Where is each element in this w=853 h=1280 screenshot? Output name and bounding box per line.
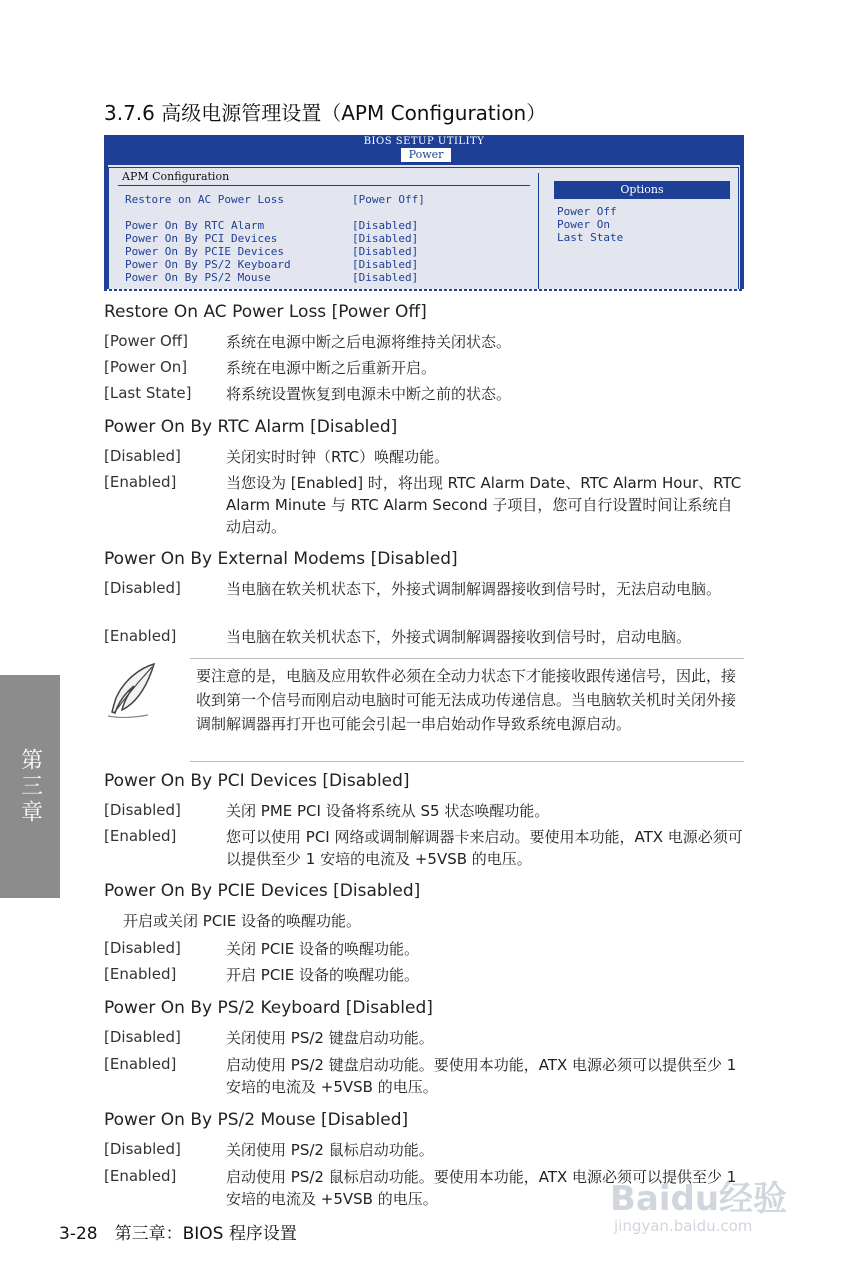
bios-section-rule xyxy=(118,185,530,186)
bios-row-value[interactable]: [Disabled] xyxy=(352,258,419,271)
bios-tab-power[interactable]: Power xyxy=(401,148,451,162)
option-label: [Disabled] xyxy=(104,939,181,957)
section-intro: 开启或关闭 PCIE 设备的唤醒功能。 xyxy=(123,912,361,930)
option-label: [Last State] xyxy=(104,384,192,402)
option-desc: 系统在电源中断之后重新开启。 xyxy=(226,359,437,377)
option-desc: 将系统设置恢复到电源未中断之前的状态。 xyxy=(226,385,512,403)
option-desc: 您可以使用 PCI 网络或调制解调器卡来启动。要使用本功能，ATX 电源必须可以提供至少 1 安培的电流及 +5VSB 的电压。 xyxy=(226,828,743,868)
option-label: [Enabled] xyxy=(104,473,177,491)
section-heading: Power On By PCIE Devices [Disabled] xyxy=(104,881,421,901)
feather-note-icon xyxy=(104,660,160,720)
section-heading: Power On By PS/2 Mouse [Disabled] xyxy=(104,1110,409,1130)
bios-row-label[interactable]: Power On By PS/2 Mouse xyxy=(125,271,271,284)
bios-option-item[interactable]: Power Off xyxy=(557,205,617,218)
baidu-watermark xyxy=(604,1165,804,1245)
page-footer: 3-28 第三章：BIOS 程序设置 xyxy=(59,1224,297,1244)
option-desc: 关闭实时时钟（RTC）唤醒功能。 xyxy=(226,448,450,466)
option-label: [Disabled] xyxy=(104,1028,181,1046)
option-label: [Enabled] xyxy=(104,1055,177,1073)
bios-row-value[interactable]: [Disabled] xyxy=(352,245,419,258)
chapter-side-label: 第三章 xyxy=(17,747,43,826)
bios-row-value[interactable]: [Power Off] xyxy=(352,193,425,206)
bios-screen xyxy=(104,135,744,291)
bios-divider xyxy=(538,173,539,291)
bios-header: BIOS SETUP UTILITY xyxy=(363,136,485,147)
option-desc: 当电脑在软关机状态下，外接式调制解调器接收到信号时，无法启动电脑。 xyxy=(226,580,722,598)
bios-bottom-edge xyxy=(104,289,744,291)
section-heading: Power On By PS/2 Keyboard [Disabled] xyxy=(104,998,433,1018)
section-heading: Restore On AC Power Loss [Power Off] xyxy=(104,302,427,322)
watermark-brand: Baidu经验 xyxy=(610,1179,788,1219)
bios-option-item[interactable]: Power On xyxy=(557,218,610,231)
bios-row-label[interactable]: Restore on AC Power Loss xyxy=(125,193,284,206)
page-title: 3.7.6 高级电源管理设置（APM Configuration） xyxy=(104,101,547,125)
option-desc: 系统在电源中断之后电源将维持关闭状态。 xyxy=(226,333,512,351)
option-label: [Enabled] xyxy=(104,965,177,983)
bios-row-value[interactable]: [Disabled] xyxy=(352,219,419,232)
chapter-side-tab xyxy=(0,675,60,898)
option-label: [Power On] xyxy=(104,358,188,376)
bios-row-value[interactable]: [Disabled] xyxy=(352,271,419,284)
note-rule xyxy=(190,761,744,762)
watermark-url: jingyan.baidu.com xyxy=(614,1217,753,1235)
option-desc: 当您设为 [Enabled] 时，将出现 RTC Alarm Date、RTC Alarm Hour、RTC Alarm Minute 与 RTC Alarm Second 子项目，您可自行设置时间让系统自动启动。 xyxy=(226,474,742,536)
option-label: [Disabled] xyxy=(104,801,181,819)
option-label: [Disabled] xyxy=(104,579,181,597)
bios-row-value[interactable]: [Disabled] xyxy=(352,232,419,245)
bios-options-header: Options xyxy=(554,181,730,199)
bios-row-label[interactable]: Power On By RTC Alarm xyxy=(125,219,265,232)
option-label: [Disabled] xyxy=(104,447,181,465)
note-text: 要注意的是，电脑及应用软件必须在全动力状态下才能接收跟传递信号，因此，接收到第一个信号而刚启动电脑时可能无法成功传递信息。当电脑软关机时关闭外接调制解调器再打开也可能会引起一串启始动作导致系统电源启动。 xyxy=(196,667,737,733)
note-rule xyxy=(190,658,744,659)
bios-section-title: APM Configuration xyxy=(122,170,230,183)
bios-row-label[interactable]: Power On By PCIE Devices xyxy=(125,245,284,258)
option-desc: 关闭 PME PCI 设备将系统从 S5 状态唤醒功能。 xyxy=(226,802,550,820)
option-desc: 关闭使用 PS/2 鼠标启动功能。 xyxy=(226,1141,434,1159)
option-label: [Enabled] xyxy=(104,1167,177,1185)
option-label: [Enabled] xyxy=(104,827,177,845)
section-heading: Power On By External Modems [Disabled] xyxy=(104,549,458,569)
bios-row-label[interactable]: Power On By PS/2 Keyboard xyxy=(125,258,291,271)
option-desc: 开启 PCIE 设备的唤醒功能。 xyxy=(226,966,419,984)
option-desc: 关闭 PCIE 设备的唤醒功能。 xyxy=(226,940,419,958)
option-label: [Enabled] xyxy=(104,627,177,645)
option-desc: 关闭使用 PS/2 键盘启动功能。 xyxy=(226,1029,434,1047)
bios-option-item[interactable]: Last State xyxy=(557,231,624,244)
bios-row-label[interactable]: Power On By PCI Devices xyxy=(125,232,278,245)
option-desc: 启动使用 PS/2 鼠标启动功能。要使用本功能，ATX 电源必须可以提供至少 1 安培的电流及 +5VSB 的电压。 xyxy=(226,1168,737,1208)
section-heading: Power On By RTC Alarm [Disabled] xyxy=(104,417,398,437)
option-desc: 启动使用 PS/2 键盘启动功能。要使用本功能，ATX 电源必须可以提供至少 1 安培的电流及 +5VSB 的电压。 xyxy=(226,1056,737,1096)
option-label: [Power Off] xyxy=(104,332,188,350)
option-label: [Disabled] xyxy=(104,1140,181,1158)
bios-panel xyxy=(108,165,740,291)
option-desc: 当电脑在软关机状态下，外接式调制解调器接收到信号时，启动电脑。 xyxy=(226,628,692,646)
section-heading: Power On By PCI Devices [Disabled] xyxy=(104,771,410,791)
